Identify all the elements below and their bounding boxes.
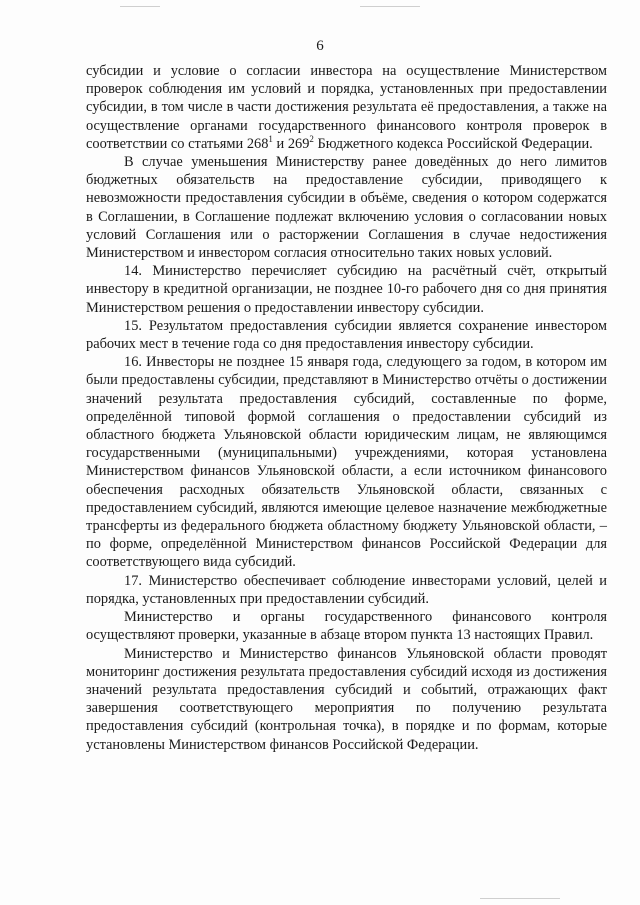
paragraph-1	[86, 62, 607, 153]
footnote-sup-1: 1	[268, 134, 273, 145]
paragraph-15: 15. Результатом предоставления субсидии является сохранение инвестором рабочих мест в течение года со дня предоставления инвестору субсидии.	[86, 317, 607, 353]
document-body	[86, 62, 607, 754]
paragraph-1-tail: Бюджетного кодекса Российской Федерации.	[313, 135, 593, 152]
scan-artifact	[480, 898, 560, 899]
paragraph-17-inspections: Министерство и органы государственного финансового контроля осуществляют проверки, указанные в абзаце втором пункта 13 настоящих Правил.	[86, 609, 607, 644]
scan-artifact	[360, 6, 420, 7]
paragraph-16: 16. Инвесторы не позднее 15 января года, следующего за годом, в котором им были предоставлены субсидии, представляют в Министерство отчёты о достижении значений результата предоставления субсидий, составленные по форме, определённой типовой формой соглашения о предоставлении субсидий из областного бюджета Ульяновской области юридическим лицам, не являющимся государственными (муниципальными) учреждениями, которая установлена Министерством финансов Ульяновской области, а если источником финансового обеспечения расходных обязательств Ульяновской области, связанных с предоставлением субсидий, являются имеющие целевое назначение межбюджетные трансферты из федерального бюджета областному бюджету Ульяновской области, – по форме, определённой Министерством финансов Российской Федерации для соответствующего вида субсидий.	[86, 354, 607, 571]
paragraph-14: 14. Министерство перечисляет субсидию на расчётный счёт, открытый инвестору в кредитной организации, не позднее 10-го рабочего дня со дня принятия Министерством решения о предоставлении инвестору субсидии.	[86, 263, 607, 316]
paragraph-1-mid: и 269	[272, 135, 310, 152]
paragraph-17-monitoring: Министерство и Министерство финансов Ульяновской области проводят мониторинг достижения результата предоставления субсидий исходя из достижения значений результата предоставления субсидий и событий, отражающих факт завершения соответствующего мероприятия по получению результата предоставления субсидий (контрольная точка), в порядке и по формам, которые установлены Министерством финансов Российской Федерации.	[86, 645, 607, 753]
page-number: 6	[316, 38, 324, 54]
paragraph-1-text: субсидии и условие о согласии инвестора на осуществление Министерством проверок соблюдения им условий и порядка, установленных при предоставлении субсидии, в том числе в части достижения результата её предоставления, а также на осуществление органами государственного финансового контроля проверок в соответствии со статьями 268	[86, 63, 607, 152]
paragraph-2: В случае уменьшения Министерству ранее доведённых до него лимитов бюджетных обязательств на предоставление субсидии, приводящего к невозможности предоставления субсидии в объёме, сведения о котором содержатся в Соглашении, в Соглашение подлежат включению условия о согласовании новых условий Соглашения или о расторжении Соглашения в случае недостижения Министерством и инвестором согласия относительно таких новых условий.	[86, 154, 607, 262]
footnote-sup-2: 2	[309, 134, 314, 145]
paragraph-17: 17. Министерство обеспечивает соблюдение инвесторами условий, целей и порядка, установленных при предоставлении субсидий.	[86, 572, 607, 607]
scan-artifact	[120, 6, 160, 7]
